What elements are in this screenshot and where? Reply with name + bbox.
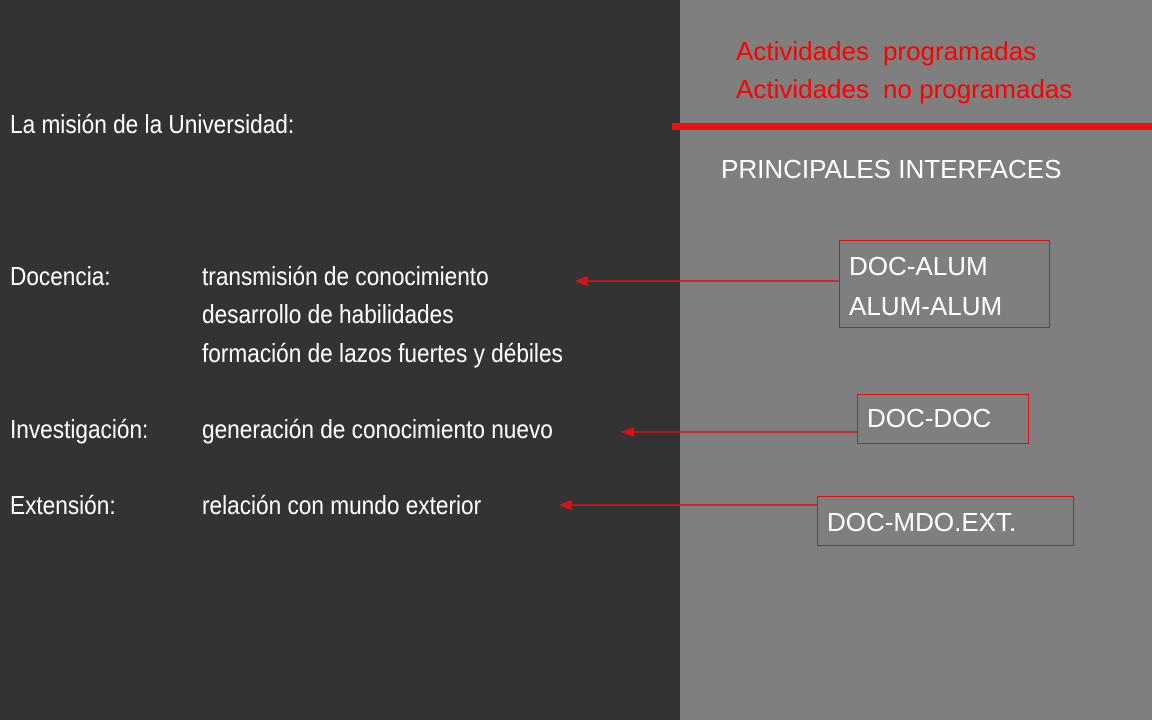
arrow-docencia-head xyxy=(577,277,587,285)
docencia-item-2: desarrollo de habilidades xyxy=(202,299,454,329)
title-2-word-2: no programadas xyxy=(882,74,1073,104)
investigacion-item-1: generación de conocimiento nuevo xyxy=(202,414,553,444)
docencia-item-3: formación de lazos fuertes y débiles xyxy=(202,338,563,368)
interface-box-line: DOC-ALUM xyxy=(849,251,988,281)
extension-item-1: relación con mundo exterior xyxy=(202,490,482,520)
interfaces-heading: PRINCIPALES INTERFACES xyxy=(721,154,1062,184)
arrow-extension-head xyxy=(561,501,571,509)
title-1-word-1: Actividades xyxy=(736,36,869,66)
interface-box-line: ALUM-ALUM xyxy=(849,291,1003,321)
interface-box-line: DOC-DOC xyxy=(867,403,992,433)
extension-label: Extensión: xyxy=(10,490,116,520)
interface-box-line: DOC-MDO.EXT. xyxy=(827,507,1017,537)
investigacion-label: Investigación: xyxy=(10,414,149,444)
title-2-word-1: Actividades xyxy=(736,74,869,104)
title-1-word-2: programadas xyxy=(882,36,1037,66)
mission-heading: La misión de la Universidad: xyxy=(10,109,295,139)
arrow-investigacion-head xyxy=(623,428,633,436)
docencia-item-1: transmisión de conocimiento xyxy=(202,261,489,291)
docencia-label: Docencia: xyxy=(10,261,111,291)
